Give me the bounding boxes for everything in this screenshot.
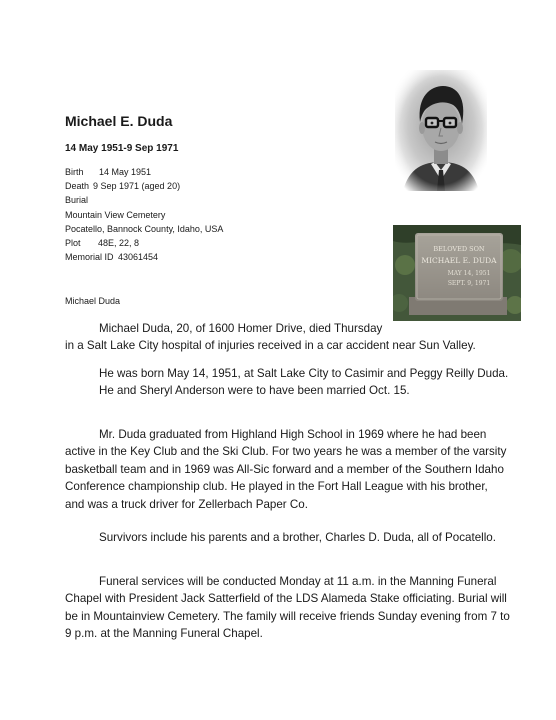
paragraph-4-text: Survivors include his parents and a brother, Charles D. Duda, all of Pocatello. — [99, 531, 496, 544]
paragraph-3-text: Mr. Duda graduated from Highland High School in 1969 where he had been active in the Key Club and the Ski Club. For two years he was a member of the varsity basketball team and in 1969 was All-Sic forward and a member of the Southern Idaho Conference championship club. He played in the Fort Hall League with his brother, and was a truck driver for Zellerbach Paper Co. — [65, 428, 507, 511]
memorial-id-value: 43061454 — [118, 252, 159, 263]
birth-label: Birth — [65, 167, 84, 177]
cemetery-location: Pocatello, Bannock County, Idaho, USA — [65, 223, 224, 234]
obituary-paragraph-4 — [65, 529, 510, 546]
memorial-id-label: Memorial ID — [65, 252, 114, 263]
headstone-line-2: MICHAEL E. DUDA — [421, 256, 497, 265]
paragraph-1-line-1: Michael Duda, 20, of 1600 Homer Drive, died Thursday — [99, 322, 383, 335]
birth-value: 14 May 1951 — [99, 167, 152, 177]
paragraph-5-text: Funeral services will be conducted Monday at 11 a.m. in the Manning Funeral Chapel with President Jack Satterfield of the LDS Alameda Stake officiating. Burial will be in Mountainview Cemetery. The family will receive friends Sunday evening from 7 to 9 p.m. at the Manning Funeral Chapel. — [65, 575, 510, 641]
headstone-line-1: BELOVED SON — [433, 245, 485, 253]
cemetery-name: Mountain View Cemetery — [65, 209, 166, 220]
obituary-paragraph-2 — [65, 365, 510, 400]
plot-label: Plot — [65, 238, 81, 249]
paragraph-2-engagement: He and Sheryl Anderson were to have been married Oct. 15. — [99, 384, 410, 398]
obituary-paragraph-3 — [65, 426, 510, 513]
paragraph-2-birth: He was born May 14, 1951, at Salt Lake City to Casimir and Peggy Reilly Duda. — [99, 367, 509, 380]
page-title: Michael E. Duda — [65, 113, 173, 129]
lifespan-dates: 14 May 1951-9 Sep 1971 — [65, 143, 179, 154]
death-label: Death — [65, 181, 90, 192]
obituary-paragraph-1 — [65, 320, 510, 355]
burial-label: Burial — [65, 195, 89, 206]
plot-value: 48E, 22, 8 — [98, 238, 140, 249]
death-value: 9 Sep 1971 (aged 20) — [93, 181, 181, 192]
memorial-info — [65, 165, 223, 264]
portrait-photo — [395, 70, 487, 191]
death-row — [65, 179, 223, 193]
paragraph-1-line-2: in a Salt Lake City hospital of injuries received in a car accident near Sun Valley. — [65, 339, 476, 353]
plot-row — [65, 236, 223, 250]
headstone-photo — [393, 225, 521, 321]
headstone-line-3: MAY 14, 1951 — [447, 270, 491, 277]
memorial-id-row — [65, 250, 223, 264]
obituary-caption: Michael Duda — [65, 296, 121, 306]
birth-row — [65, 165, 223, 179]
headstone-line-4: SEPT. 9, 1971 — [447, 280, 491, 287]
obituary-paragraph-5 — [65, 573, 510, 643]
